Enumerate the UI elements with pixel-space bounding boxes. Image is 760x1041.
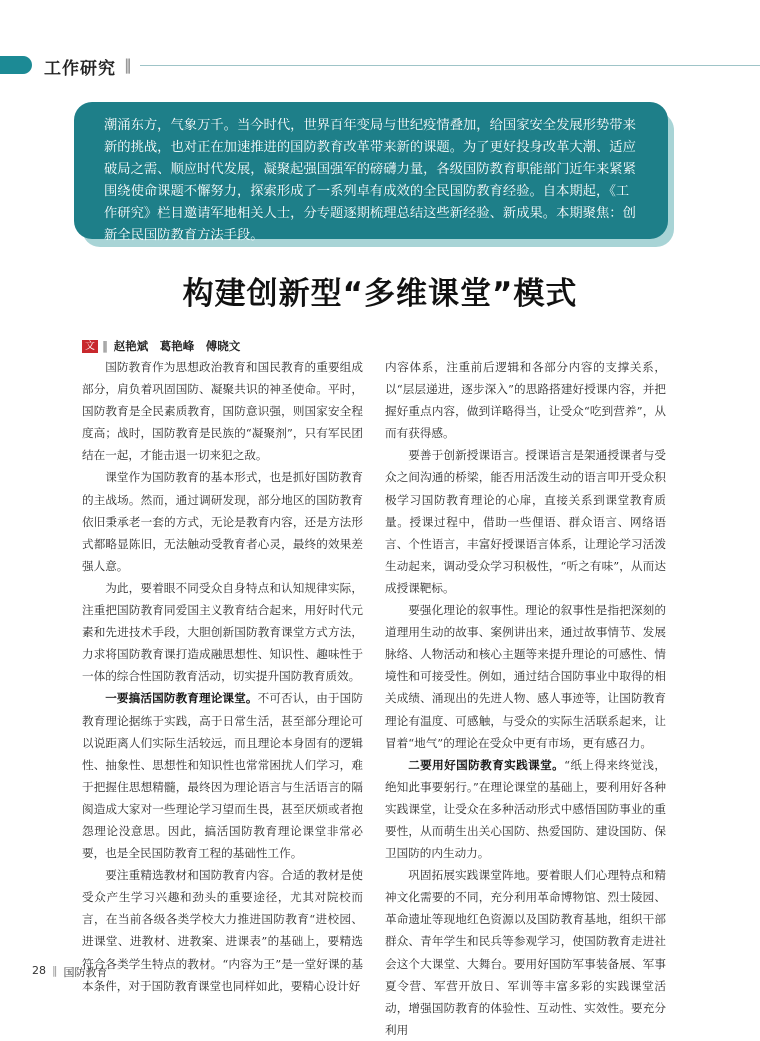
page-number: 28 [32,964,46,977]
paragraph: 巩固拓展实践课堂阵地。要着眼人们心理特点和精神文化需要的不同，充分利用革命博物馆、烈士陵园、革命遗址等现地红色资源以及国防教育基地，组织干部群众、青年学生和民兵等参观学习，使国防教育走进社会这个大课堂、大舞台。要用好国防军事装备展、军事夏令营、军营开放日、军训等丰富多彩的实践课堂活动，增强国防教育的体验性、互动性、实效性。要充分利用 [385,868,666,1037]
header-rule [140,65,760,66]
byline [82,338,240,354]
paragraph: 课堂作为国防教育的基本形式，也是抓好国防教育的主战场。然而，通过调研发现，部分地区的国防教育依旧秉承老一套的方式，无论是教育内容，还是方法形式都略显陈旧，无法触动受教育者心灵，最终的效果差强人意。 [82,470,363,573]
publication-name: 国防教育 [63,966,108,979]
footer-separator: ‖ [52,964,58,977]
section-tab-marker [0,56,32,74]
byline-separator: ‖ [102,339,108,353]
paragraph: 国防教育作为思想政治教育和国民教育的重要组成部分，肩负着巩固国防、凝聚共识的神圣使命。平时，国防教育是全民素质教育，国防意识强，则国家安全程度高；战时，国防教育是民族的“凝聚剂”，只有军民团结在一起，才能击退一切来犯之敌。 [82,360,363,463]
paragraph-lead: 二要用好国防教育实践课堂。 [408,757,565,772]
paragraph-lead: 一要搞活国防教育理论课堂。 [105,691,258,706]
paragraph: 一要搞活国防教育理论课堂。不可否认，由于国防教育理论据练于实践，高于日常生活，甚至部分理论可以说距离人们实际生活较远，而且理论本身固有的逻辑性、抽象性、思想性和知识性也常常困扰人们学习，难于把握住思想精髓，最终因为理论语言与生活语言的隔阂造成大家对一些理论学习望而生畏，甚至厌烦或者抱怨理论没意思。因此，搞活国防教育理论课堂非常必要，也是全民国防教育工程的基础性工作。 [82,691,363,861]
page-footer [32,964,108,980]
paragraph: 要强化理论的叙事性。理论的叙事性是指把深刻的道理用生动的故事、案例讲出来，通过故事情节、发展脉络、人物活动和核心主题等来提升理论的可感性、情境性和可接受性。例如，通过结合国防事业中取得的相关成绩、涌现出的先进人物、感人事迹等，让国防教育理论有温度、可感触，与受众的实际生活联系起来，让冒着“地气”的理论在受众中更有市场，更有感召力。 [385,603,666,750]
paragraph: 要注重精选教材和国防教育内容。合适的教材是使受众产生学习兴趣和劲头的重要途径，尤其对院校而言，在当前各级各类学校大力推进国防教育“进校园、进课堂、进教材、进教案、进课表”的基础上，要精选符合各类学生特点的教材。“内容为王”是一堂好课的基本条件，对于国防教育课堂也同样如此，要精心设计好 [82,868,363,993]
paragraph: 要善于创新授课语言。授课语言是架通授课者与受众之间沟通的桥梁，能否用活泼生动的语言叩开受众积极学习国防教育理论的心扉，直接关系到课堂教育质量。授课过程中，借助一些俚语、群众语言、网络语言、个性语言，丰富好授课语言体系，让理论学习活泼生动起来，调动受众学习积极性，“听之有味”，从而达成授课靶标。 [385,448,666,595]
section-label: 工作研究 [44,59,116,79]
article-title: 构建创新型“多维课堂”模式 [182,276,578,312]
paragraph: 内容体系，注重前后逻辑和各部分内容的支撑关系，以“层层递进，逐步深入”的思路搭建好授课内容，并把握好重点内容，做到详略得当，让受众“吃到营养”，从而有获得感。 [385,360,666,441]
right-column [385,356,666,1041]
section-separator: ‖ [124,56,132,74]
intro-box [74,102,668,243]
byline-tag: 文 [82,340,98,353]
paragraph: 为此，要着眼不同受众自身特点和认知规律实际，注重把国防教育同爱国主义教育结合起来，用好时代元素和先进技术手段，大胆创新国防教育课堂方式方法，力求将国防教育课打造成融思想性、知识性、趣味性于一体的综合性国防教育活动，切实提升国防教育质效。 [82,580,363,684]
left-column [82,356,363,997]
intro-text: 潮涌东方，气象万千。当今时代，世界百年变局与世纪疫情叠加，给国家安全发展形势带来新的挑战，也对正在加速推进的国防教育改革带来新的课题。为了更好投身改革大潮、适应破局之需、顺应时代发展，凝聚起强国强军的磅礴力量，各级国防教育职能部门近年来紧紧围绕使命课题不懈努力，探索形成了一系列卓有成效的全民国防教育经验。自本期起，《工作研究》栏目邀请军地相关人士，分专题逐期梳理总结这些新经验、新成果。本期聚焦：创新全民国防教育方法手段。 [104,118,636,243]
paragraph: 二要用好国防教育实践课堂。“纸上得来终觉浅，绝知此事要躬行。”在理论课堂的基础上，要利用好各种实践课堂，让受众在多种活动形式中感悟国防事业的重要性，从而萌生出关心国防、热爱国防、建设国防、保卫国防的内生动力。 [385,757,666,861]
authors: 赵艳斌 葛艳峰 傅晓文 [113,339,241,353]
